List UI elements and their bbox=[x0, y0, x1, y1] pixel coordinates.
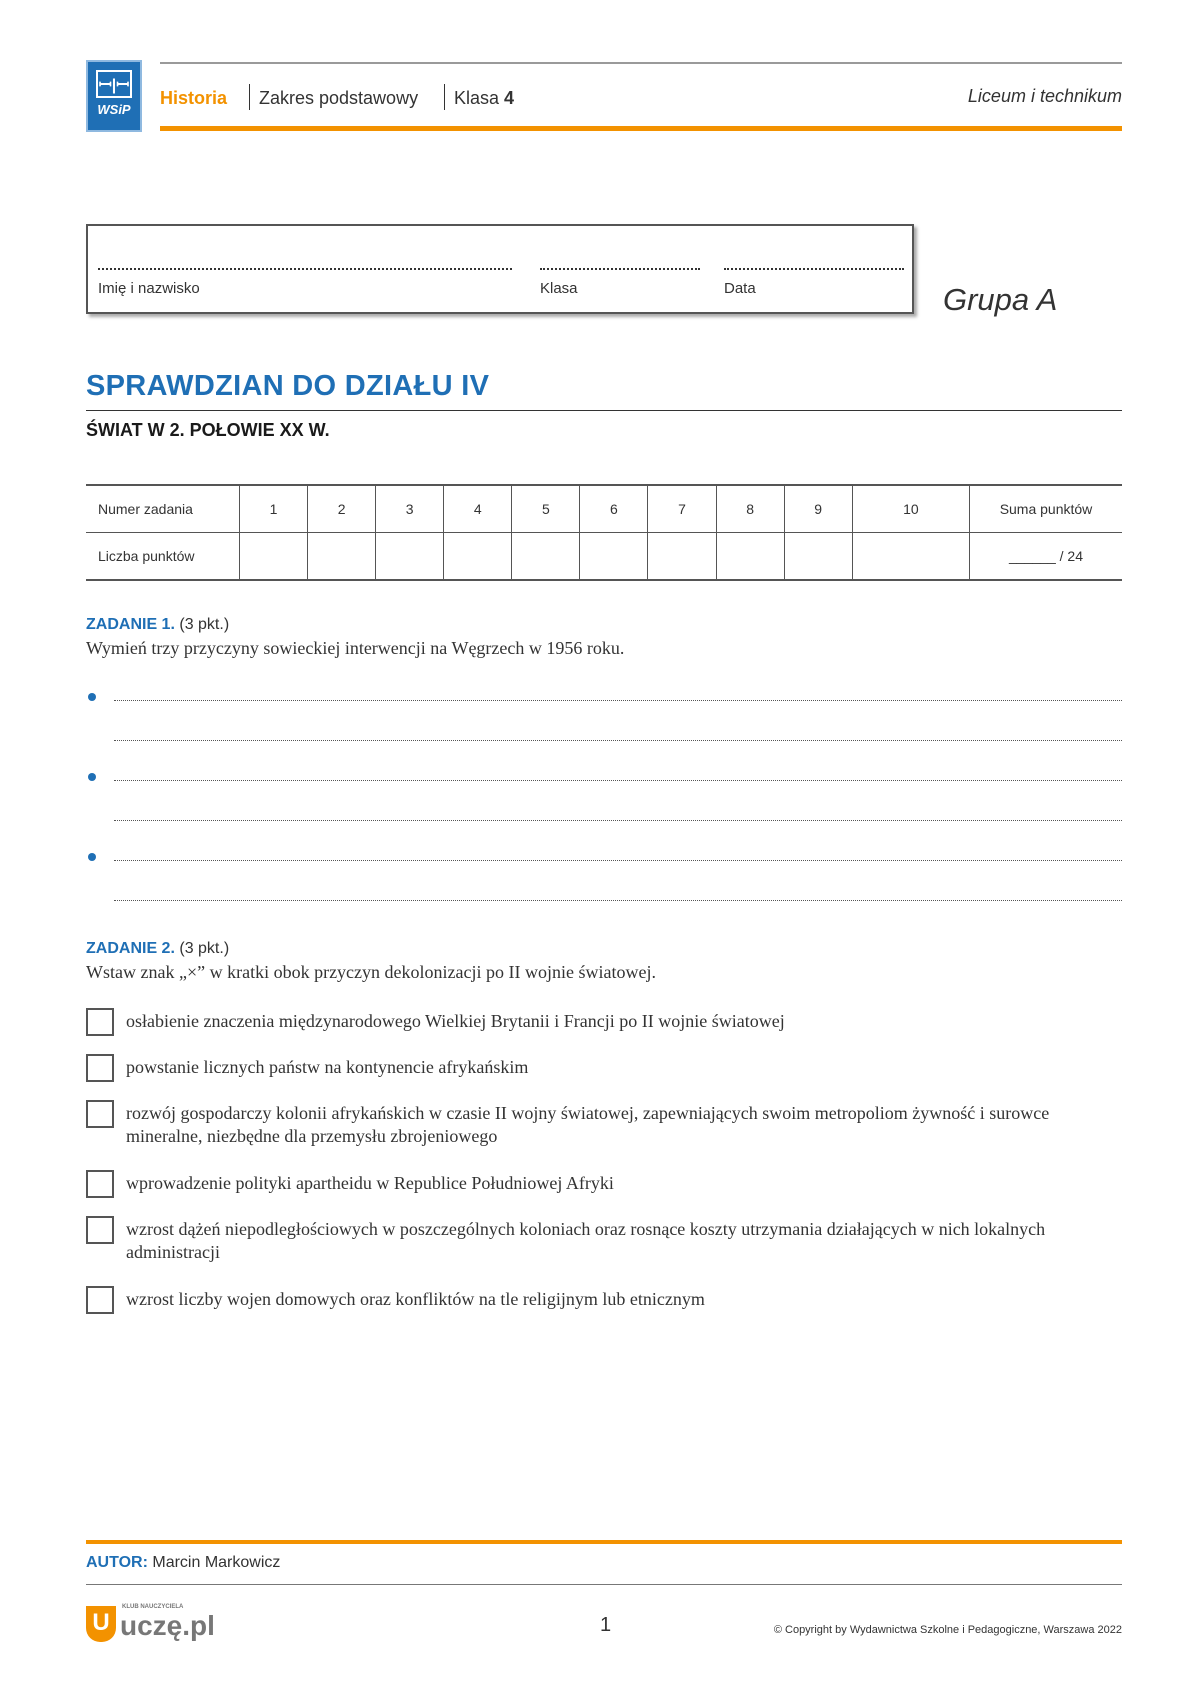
test-title: SPRAWDZIAN DO DZIAŁU IV bbox=[86, 370, 490, 402]
class-label: Klasa 4 bbox=[454, 88, 515, 108]
wsip-logo bbox=[86, 60, 142, 132]
task-number-cell: 7 bbox=[648, 485, 716, 533]
date-field-label: Data bbox=[724, 280, 756, 297]
points-cell[interactable] bbox=[308, 533, 376, 581]
answer-line[interactable] bbox=[114, 820, 1122, 821]
score-table bbox=[86, 484, 1122, 581]
student-info-box bbox=[86, 224, 914, 314]
title-rule bbox=[86, 410, 1122, 411]
option-checkbox[interactable] bbox=[86, 1008, 114, 1036]
points-cell[interactable] bbox=[580, 533, 648, 581]
option-checkbox[interactable] bbox=[86, 1216, 114, 1244]
points-label: Liczba punktów bbox=[86, 533, 240, 581]
wsip-logo-text: WSiP bbox=[97, 102, 131, 117]
option-text: osłabienie znaczenia międzynarodowego Wielkiej Brytanii i Francji po II wojnie światowej bbox=[126, 1011, 785, 1031]
option-text: powstanie licznych państw na kontynencie afrykańskim bbox=[126, 1057, 529, 1077]
points-cell[interactable] bbox=[444, 533, 512, 581]
name-field[interactable] bbox=[98, 268, 512, 270]
option-text: rozwój gospodarczy kolonii afrykańskich w czasie II wojny światowej, zapewniających swoim metropoliom żywność i surowce mineralne, niezbędne dla przemysłu zbrojeniowego bbox=[126, 1103, 1050, 1146]
task2-heading: ZADANIE 2. (3 pkt.) bbox=[86, 940, 230, 957]
points-row bbox=[86, 533, 1122, 581]
points-cell[interactable] bbox=[512, 533, 580, 581]
points-cell[interactable] bbox=[648, 533, 716, 581]
answer-line[interactable] bbox=[114, 860, 1122, 861]
task1-heading: ZADANIE 1. (3 pkt.) bbox=[86, 616, 230, 633]
bullet-icon bbox=[88, 773, 96, 781]
task-number-cell: 9 bbox=[784, 485, 852, 533]
task-number-cell: 4 bbox=[444, 485, 512, 533]
task-number-cell: 8 bbox=[716, 485, 784, 533]
bullet-icon bbox=[88, 693, 96, 701]
option-checkbox[interactable] bbox=[86, 1170, 114, 1198]
footer-orange-rule bbox=[86, 1540, 1122, 1544]
task-number-cell: 5 bbox=[512, 485, 580, 533]
task1-text: Wymień trzy przyczyny sowieckiej interwencji na Węgrzech w 1956 roku. bbox=[86, 638, 625, 658]
header-separator bbox=[249, 84, 250, 110]
option-text: wprowadzenie polityki apartheidu w Republice Południowej Afryki bbox=[126, 1173, 614, 1193]
task2-text: Wstaw znak „×” w kratki obok przyczyn dekolonizacji po II wojnie światowej. bbox=[86, 962, 656, 982]
answer-line[interactable] bbox=[114, 780, 1122, 781]
ucze-logo-u-icon: U bbox=[86, 1606, 116, 1642]
sum-label: Suma punktów bbox=[970, 485, 1123, 533]
header-separator bbox=[444, 84, 445, 110]
points-cell[interactable] bbox=[852, 533, 969, 581]
points-cell[interactable] bbox=[240, 533, 308, 581]
header-top-rule bbox=[160, 62, 1122, 64]
points-cell[interactable] bbox=[784, 533, 852, 581]
task-number-cell: 10 bbox=[852, 485, 969, 533]
test-subtitle: ŚWIAT W 2. POŁOWIE XX W. bbox=[86, 420, 330, 440]
option-checkbox[interactable] bbox=[86, 1054, 114, 1082]
subject-label: Historia bbox=[160, 88, 228, 108]
answer-line[interactable] bbox=[114, 740, 1122, 741]
date-field[interactable] bbox=[724, 268, 904, 270]
task-number-cell: 1 bbox=[240, 485, 308, 533]
header-orange-rule bbox=[160, 126, 1122, 131]
ucze-logo: U KLUB NAUCZYCIELA uczę.pl bbox=[86, 1604, 226, 1648]
task-number-label: Numer zadania bbox=[86, 485, 240, 533]
task-number-row bbox=[86, 485, 1122, 533]
points-cell[interactable] bbox=[716, 533, 784, 581]
answer-line[interactable] bbox=[114, 900, 1122, 901]
wsip-logo-mark-icon: ꟷ|ꟷ bbox=[96, 70, 132, 98]
bullet-icon bbox=[88, 853, 96, 861]
copyright: © Copyright by Wydawnictwa Szkolne i Pedagogiczne, Warszawa 2022 bbox=[773, 1624, 1122, 1636]
footer-rule bbox=[86, 1584, 1122, 1585]
sum-value[interactable]: ______ / 24 bbox=[970, 533, 1123, 581]
group-label: Grupa A bbox=[943, 282, 1058, 317]
name-field-label: Imię i nazwisko bbox=[98, 280, 200, 297]
option-text: wzrost liczby wojen domowych oraz konfliktów na tle religijnym lub etnicznym bbox=[126, 1289, 705, 1309]
range-label: Zakres podstawowy bbox=[259, 88, 419, 108]
task-number-cell: 2 bbox=[308, 485, 376, 533]
school-type-label: Liceum i technikum bbox=[967, 86, 1122, 106]
answer-line[interactable] bbox=[114, 700, 1122, 701]
option-checkbox[interactable] bbox=[86, 1286, 114, 1314]
task-number-cell: 6 bbox=[580, 485, 648, 533]
option-checkbox[interactable] bbox=[86, 1100, 114, 1128]
author-line: AUTOR: Marcin Markowicz bbox=[86, 1554, 281, 1571]
option-text: wzrost dążeń niepodległościowych w poszczególnych koloniach oraz rosnące koszty utrzymania działających w nich lokalnych administracji bbox=[126, 1219, 1046, 1262]
class-field-label: Klasa bbox=[540, 280, 578, 297]
page-number: 1 bbox=[600, 1614, 612, 1636]
points-cell[interactable] bbox=[376, 533, 444, 581]
task-number-cell: 3 bbox=[376, 485, 444, 533]
class-field[interactable] bbox=[540, 268, 700, 270]
